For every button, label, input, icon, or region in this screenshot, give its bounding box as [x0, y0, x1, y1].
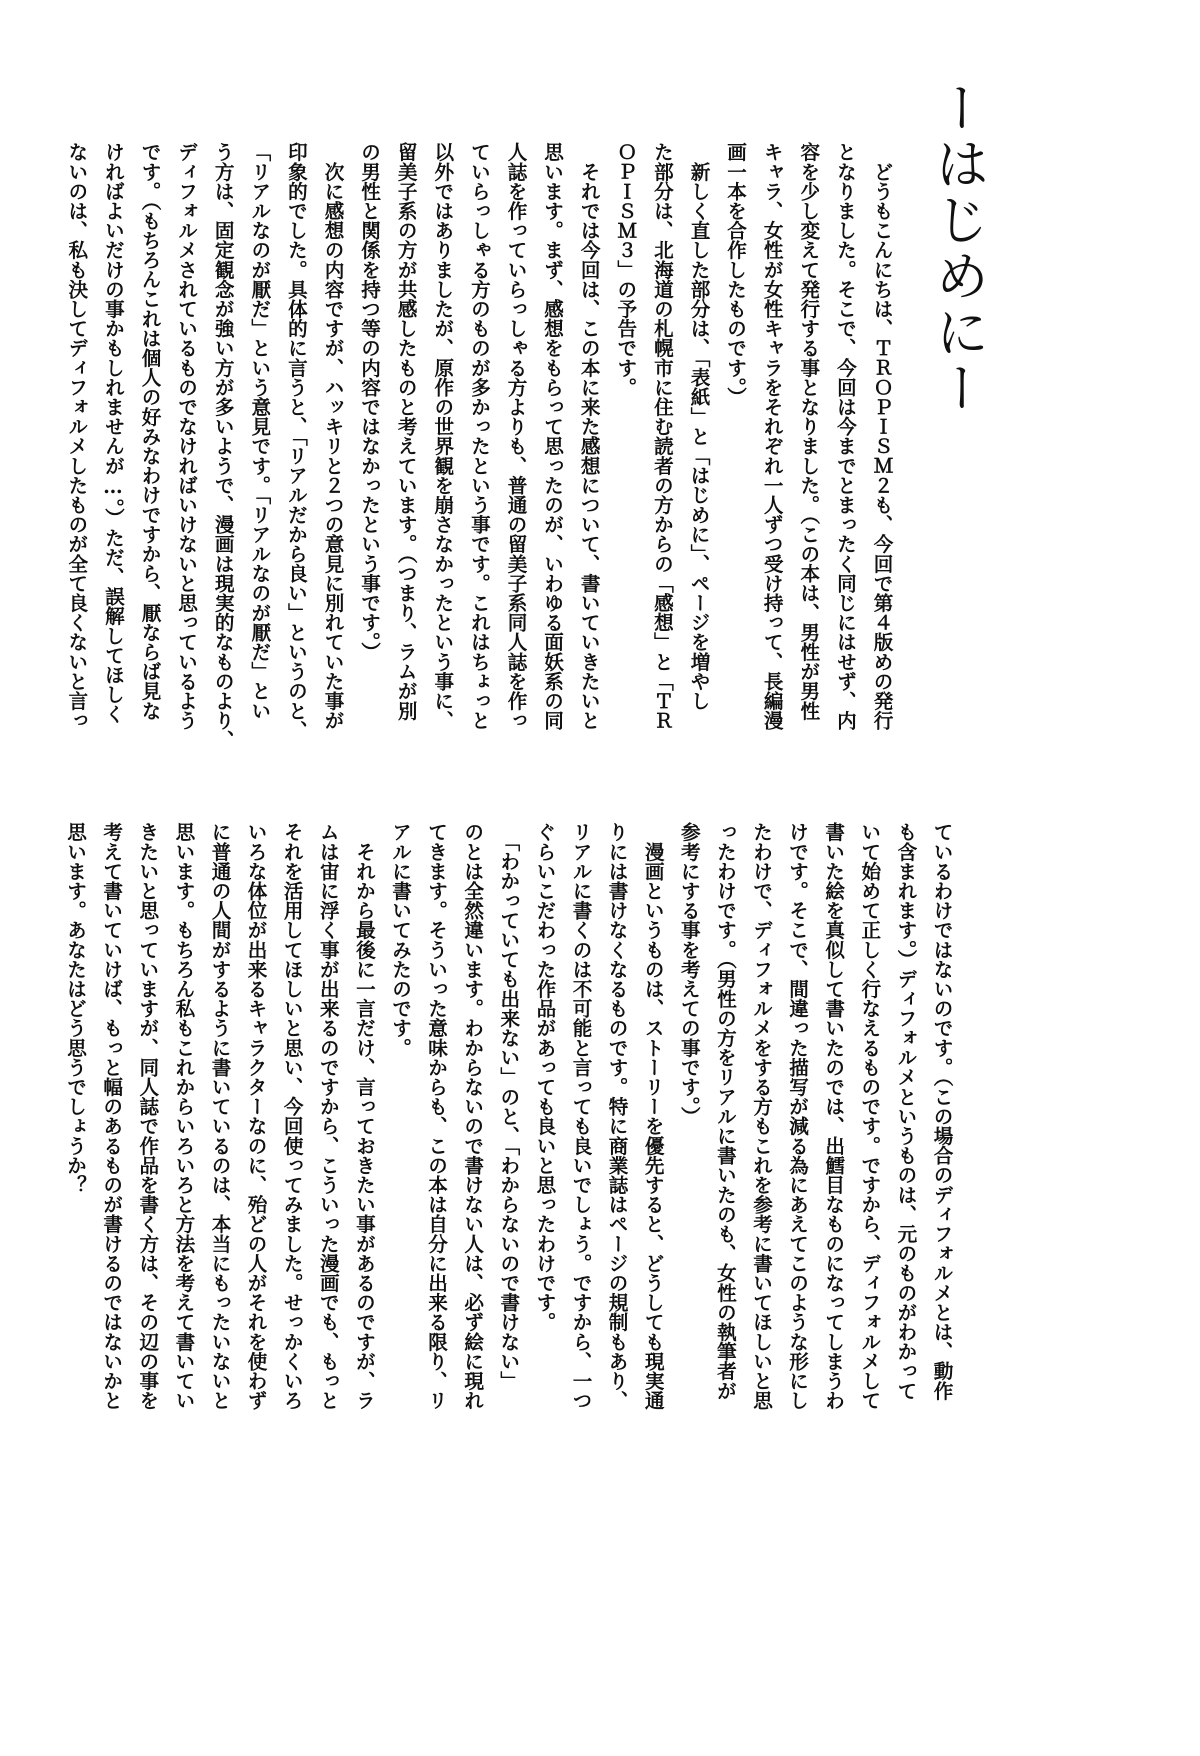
text-column: です。（もちろんこれは個人の好みなわけですから、厭ならば見な: [138, 142, 161, 721]
text-column: ったわけです。（男性の方をリアルに書いたのも、女性の執筆者が: [713, 822, 737, 1401]
text-column: 以外ではありましたが、原作の世界観を崩さなかったという事に、: [430, 142, 454, 730]
text-column: ぐらいこだわった作品があっても良いと思ったわけです。: [532, 822, 556, 1332]
text-column: きたいと思っていますが、同人誌で作品を書く方は、その辺の事を: [135, 822, 159, 1410]
text-column: ているわけではないのです。（この場合のディフォルメとは、動作: [930, 822, 953, 1401]
page-title: ーはじめにー: [927, 80, 990, 416]
text-column: いて始めて正しく行なえるものです。ですから、ディフォルメして: [857, 822, 881, 1410]
text-column: 留美子系の方が共感したものと考えています。（つまり、ラムが別: [394, 142, 418, 721]
text-column: ていらっしゃる方のものが多かったという事です。これはちょっと: [467, 142, 491, 730]
text-column: ければよいだけの事かもしれませんが…。）ただ、誤解してほしく: [101, 142, 125, 724]
text-column: りには書けなくなるものです。特に商業誌はページの規制もあり、: [605, 822, 629, 1410]
text-column: 漫画というものは、ストーリーを優先すると、どうしても現実通: [641, 822, 665, 1410]
text-column: に普通の人間がするように書いているのは、本当にもったいないと: [208, 822, 231, 1410]
text-column: 思います。まず、感想をもらって思ったのが、いわゆる面妖系の同: [540, 142, 564, 730]
text-column: となりました。そこで、今回は今までとまったく同じにはせず、内: [833, 142, 857, 730]
text-column: も含まれます。）ディフォルメというものは、元のものがわかって: [893, 822, 917, 1401]
text-column: ディフォルメされているものでなければいけないと思っているよう: [174, 142, 198, 730]
text-column: 次に感想の内容ですが、ハッキリと２つの意見に別れていた事が: [321, 142, 344, 730]
text-column: てきます。そういった意味からも、この本は自分に出来る限り、リ: [424, 822, 448, 1410]
text-column: キャラ、女性が女性キャラをそれぞれ一人ずつ受け持って、長編漫: [760, 142, 784, 730]
text-column: 思います。もちろん私もこれからいろいろと方法を考えて書いてい: [171, 822, 195, 1410]
text-column: アルに書いてみたのです。: [388, 822, 412, 1058]
text-column: 考えて書いていけば、もっと幅のあるものが書けるのではないかと: [99, 822, 123, 1410]
text-column: それを活用してほしいと思い、今回使ってみました。せっかくいろ: [280, 822, 304, 1410]
text-column: 人誌を作っていらっしゃる方よりも、普通の留美子系同人誌を作っ: [504, 142, 527, 730]
text-column: 「リアルなのが厭だ」という意見です。「リアルなのが厭だ」とい: [247, 142, 271, 721]
text-column: 容を少し変えて発行する事となりました。（この本は、男性が男性: [796, 142, 820, 721]
text-column: たわけで、ディフォルメをする方もこれを参考に書いてほしいと思: [749, 822, 773, 1410]
text-column: 「わかっていても出来ない」のと、「わからないので書けない」: [496, 822, 520, 1391]
text-column: 印象的でした。具体的に言うと、「リアルだから良い」というのと、: [284, 142, 308, 740]
text-column: 思います。あなたはどう思うでしょうか？: [63, 822, 87, 1195]
text-column: 参考にする事を考えての事です。）: [677, 822, 701, 1126]
text-column: のとは全然違います。わからないので書けない人は、必ず絵に現れ: [460, 822, 484, 1410]
text-column: 書いた絵を真似して書いたのでは、出鱈目なものになってしまうわ: [821, 822, 845, 1410]
text-column: ＯＰＩＳＭ３」の予告です。: [613, 142, 637, 397]
text-column: 新しく直した部分は、「表紙」と「はじめに」、ページを増やし: [687, 142, 710, 711]
text-column: ムは宙に浮く事が出来るのですから、こういった漫画でも、もっと: [316, 822, 340, 1410]
text-column: う方は、固定観念が強い方が多いようで、漫画は現実的なものより、: [211, 142, 235, 750]
text-column: の男性と関係を持つ等の内容ではなかったという事です。）: [357, 142, 381, 662]
text-column: どうもこんにちは、ＴＲＯＰＩＳＭ２も、今回で第４版めの発行: [870, 142, 893, 730]
text-column: それから最後に一言だけ、言っておきたい事があるのですが、ラ: [352, 822, 376, 1410]
text-column: た部分は、北海道の札幌市に住む読者の方からの「感想」と「ＴＲ: [650, 142, 674, 730]
text-column: それでは今回は、この本に来た感想について、書いていきたいと: [577, 142, 601, 730]
text-column: ないのは、私も決してディフォルメしたものが全て良くないと言っ: [64, 142, 88, 730]
text-column: リアルに書くのは不可能と言っても良いでしょう。ですから、一つ: [569, 822, 592, 1410]
text-column: けです。そこで、間違った描写が減る為にあえてこのような形にし: [785, 822, 809, 1410]
text-column: 画一本を合作したものです。）: [723, 142, 747, 407]
text-column: いろな体位が出来るキャラクターなのに、殆どの人がそれを使わず: [244, 822, 268, 1410]
